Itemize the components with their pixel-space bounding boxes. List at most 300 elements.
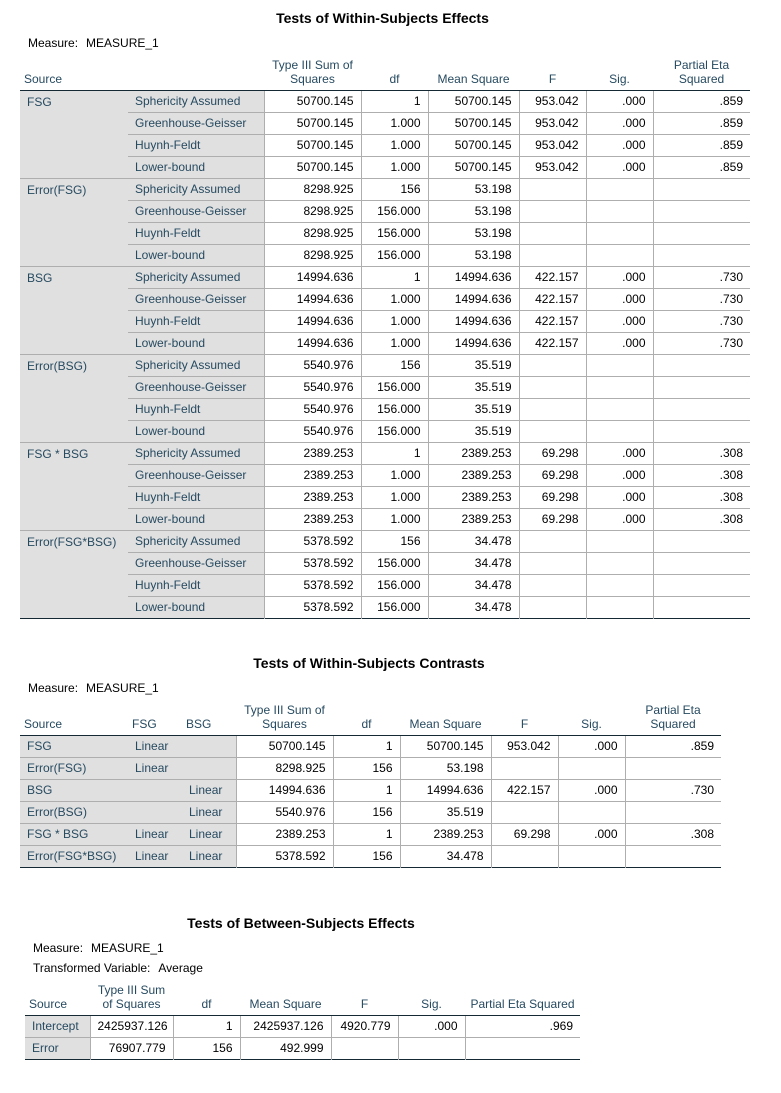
cell-mean-square: 14994.636 [428,332,519,354]
cell-source: Error(BSG) [20,354,128,442]
cell-sig: .000 [586,112,653,134]
cell-mean-square: 53.198 [428,244,519,266]
table-row [20,779,721,801]
table-row [20,398,750,420]
cell-df: 156 [361,178,428,200]
cell-sig: .000 [586,464,653,486]
within-effects-measure [28,36,159,50]
cell-sig: .000 [398,1015,465,1037]
cell-sig [586,398,653,420]
cell-df: 1.000 [361,112,428,134]
cell-df: 156.000 [361,398,428,420]
cell-sig [586,596,653,618]
cell-fsg: Linear [128,735,182,757]
table-row [20,845,721,867]
cell-partial-eta [653,178,750,200]
cell-correction: Huynh-Feldt [128,310,264,332]
cell-sig [586,574,653,596]
cell-df: 156 [361,354,428,376]
cell-sum-of-squares: 2425937.126 [90,1015,173,1037]
cell-partial-eta: .730 [653,288,750,310]
cell-f: 953.042 [519,112,586,134]
transformed-label: Transformed Variable: [33,961,151,975]
cell-sum-of-squares: 8298.925 [264,244,361,266]
cell-correction: Lower-bound [128,420,264,442]
cell-mean-square: 14994.636 [428,288,519,310]
cell-f [519,200,586,222]
cell-bsg: Linear [182,779,236,801]
cell-mean-square: 34.478 [428,574,519,596]
cell-mean-square: 53.198 [428,200,519,222]
cell-sum-of-squares: 5540.976 [264,398,361,420]
cell-mean-square: 2389.253 [400,823,491,845]
cell-partial-eta: .308 [653,508,750,530]
table-row [25,1037,580,1059]
table-row [20,222,750,244]
cell-f [331,1037,398,1059]
cell-partial-eta [653,596,750,618]
cell-source: Error [25,1037,90,1059]
cell-partial-eta: .859 [653,134,750,156]
cell-df: 156.000 [361,222,428,244]
table-row [20,288,750,310]
cell-f [519,420,586,442]
cell-fsg: Linear [128,823,182,845]
cell-bsg: Linear [182,845,236,867]
header-df: df [333,699,400,735]
cell-f [519,596,586,618]
cell-partial-eta: .730 [653,266,750,288]
cell-f [491,757,558,779]
header-fsg: FSG [128,699,182,735]
cell-df: 1.000 [361,508,428,530]
cell-correction: Lower-bound [128,156,264,178]
cell-sum-of-squares: 50700.145 [264,112,361,134]
cell-df: 1 [361,266,428,288]
cell-sig [558,845,625,867]
cell-correction: Greenhouse-Geisser [128,376,264,398]
cell-partial-eta: .308 [653,486,750,508]
cell-sum-of-squares: 14994.636 [236,779,333,801]
cell-mean-square: 50700.145 [428,90,519,112]
cell-sum-of-squares: 2389.253 [264,486,361,508]
between-effects-table [25,979,580,1060]
cell-df: 1.000 [361,288,428,310]
cell-sum-of-squares: 5540.976 [264,420,361,442]
table-row [20,735,721,757]
table-row [20,200,750,222]
cell-sum-of-squares: 5378.592 [236,845,333,867]
cell-fsg: Linear [128,845,182,867]
cell-sum-of-squares: 50700.145 [264,134,361,156]
within-effects-title: Tests of Within-Subjects Effects [276,10,489,26]
cell-mean-square: 34.478 [428,596,519,618]
cell-fsg [128,779,182,801]
header-f: F [491,699,558,735]
cell-f [519,574,586,596]
table-row [20,530,750,552]
between-effects-transformed [33,961,203,975]
cell-f [491,801,558,823]
cell-f [519,530,586,552]
cell-f: 422.157 [519,288,586,310]
header-f: F [519,54,586,90]
header-ss: Type III Sum of Squares [90,979,173,1015]
cell-partial-eta [653,244,750,266]
table-row [20,376,750,398]
cell-mean-square: 50700.145 [428,156,519,178]
table-row [20,354,750,376]
cell-correction: Lower-bound [128,596,264,618]
table-row [20,801,721,823]
table-row [20,90,750,112]
cell-f: 69.298 [519,464,586,486]
cell-correction: Greenhouse-Geisser [128,552,264,574]
within-contrasts-title: Tests of Within-Subjects Contrasts [253,655,485,671]
cell-df: 156 [333,757,400,779]
cell-sum-of-squares: 5540.976 [236,801,333,823]
measure-label: Measure: [28,681,79,695]
cell-sum-of-squares: 5378.592 [264,552,361,574]
cell-df: 156.000 [361,244,428,266]
cell-f: 953.042 [519,156,586,178]
cell-mean-square: 53.198 [428,178,519,200]
cell-source: FSG [20,735,128,757]
cell-f: 4920.779 [331,1015,398,1037]
cell-mean-square: 35.519 [400,801,491,823]
cell-sig: .000 [586,508,653,530]
cell-bsg [182,735,236,757]
cell-fsg: Linear [128,757,182,779]
cell-mean-square: 35.519 [428,376,519,398]
cell-df: 156.000 [361,200,428,222]
cell-correction: Sphericity Assumed [128,530,264,552]
cell-correction: Lower-bound [128,508,264,530]
cell-sig [558,757,625,779]
cell-correction: Huynh-Feldt [128,574,264,596]
table-row [20,332,750,354]
cell-source: FSG [20,90,128,178]
table-row [20,552,750,574]
cell-partial-eta [653,222,750,244]
cell-sum-of-squares: 76907.779 [90,1037,173,1059]
cell-df: 1 [333,779,400,801]
cell-correction: Huynh-Feldt [128,134,264,156]
table-row [20,420,750,442]
cell-f [519,398,586,420]
within-effects-table [20,54,750,619]
cell-sum-of-squares: 5540.976 [264,354,361,376]
cell-correction: Huynh-Feldt [128,222,264,244]
cell-bsg [182,757,236,779]
cell-mean-square: 35.519 [428,420,519,442]
cell-f [519,354,586,376]
cell-mean-square: 50700.145 [428,134,519,156]
cell-df: 156.000 [361,574,428,596]
cell-sum-of-squares: 14994.636 [264,288,361,310]
cell-correction: Huynh-Feldt [128,486,264,508]
header-f: F [331,979,398,1015]
cell-f: 422.157 [519,266,586,288]
header-df: df [361,54,428,90]
cell-sum-of-squares: 5378.592 [264,574,361,596]
cell-partial-eta: .308 [653,464,750,486]
header-eta: Partial Eta Squared [653,54,750,90]
within-effects-body [20,90,750,618]
cell-df: 156.000 [361,376,428,398]
cell-sum-of-squares: 8298.925 [264,178,361,200]
header-eta: Partial Eta Squared [465,979,580,1015]
between-effects-title: Tests of Between-Subjects Effects [187,915,415,931]
cell-mean-square: 2389.253 [428,464,519,486]
table-row [20,508,750,530]
header-sig: Sig. [558,699,625,735]
table-row [20,486,750,508]
header-eta: Partial Eta Squared [625,699,721,735]
cell-partial-eta [653,354,750,376]
cell-sig [586,552,653,574]
cell-sum-of-squares: 2389.253 [236,823,333,845]
cell-mean-square: 2389.253 [428,508,519,530]
cell-sum-of-squares: 50700.145 [236,735,333,757]
cell-sum-of-squares: 14994.636 [264,332,361,354]
header-source: Source [20,699,128,735]
cell-df: 1 [173,1015,240,1037]
cell-df: 1 [361,442,428,464]
cell-f: 953.042 [491,735,558,757]
cell-df: 156.000 [361,552,428,574]
cell-sum-of-squares: 14994.636 [264,310,361,332]
cell-partial-eta [625,757,721,779]
table-row [20,442,750,464]
header-ss: Type III Sum of Squares [236,699,333,735]
cell-mean-square: 2389.253 [428,486,519,508]
header-source: Source [20,54,264,90]
cell-df: 1.000 [361,310,428,332]
cell-partial-eta: .308 [653,442,750,464]
cell-f: 422.157 [519,310,586,332]
cell-sum-of-squares: 5378.592 [264,596,361,618]
cell-df: 1 [333,735,400,757]
cell-source: FSG * BSG [20,823,128,845]
cell-mean-square: 34.478 [428,530,519,552]
cell-sig [586,200,653,222]
header-ms: Mean Square [400,699,491,735]
cell-sig [398,1037,465,1059]
cell-sig: .000 [558,779,625,801]
table-row [20,596,750,618]
cell-partial-eta [653,420,750,442]
cell-f: 69.298 [519,442,586,464]
cell-correction: Greenhouse-Geisser [128,464,264,486]
header-bsg: BSG [182,699,236,735]
measure-label: Measure: [28,36,79,50]
table-row [20,310,750,332]
cell-partial-eta [653,574,750,596]
cell-source: BSG [20,779,128,801]
cell-sum-of-squares: 50700.145 [264,90,361,112]
measure-value: MEASURE_1 [86,681,159,695]
cell-mean-square: 53.198 [400,757,491,779]
cell-partial-eta: .730 [653,310,750,332]
cell-partial-eta: .308 [625,823,721,845]
cell-partial-eta: .859 [653,156,750,178]
measure-value: MEASURE_1 [86,36,159,50]
cell-f: 69.298 [519,486,586,508]
cell-partial-eta [625,801,721,823]
between-effects-measure [33,941,164,955]
cell-correction: Sphericity Assumed [128,266,264,288]
cell-partial-eta [465,1037,580,1059]
cell-correction: Lower-bound [128,332,264,354]
cell-correction: Huynh-Feldt [128,398,264,420]
cell-f: 422.157 [519,332,586,354]
cell-df: 1.000 [361,156,428,178]
cell-mean-square: 14994.636 [428,310,519,332]
cell-df: 156 [333,801,400,823]
cell-source: Error(FSG) [20,178,128,266]
cell-mean-square: 53.198 [428,222,519,244]
cell-partial-eta: .859 [653,112,750,134]
cell-f [491,845,558,867]
cell-df: 1.000 [361,332,428,354]
cell-f [519,552,586,574]
cell-sig: .000 [586,90,653,112]
header-ss: Type III Sum of Squares [264,54,361,90]
cell-sig: .000 [558,735,625,757]
cell-f [519,244,586,266]
cell-df: 1.000 [361,134,428,156]
cell-correction: Sphericity Assumed [128,442,264,464]
cell-sig: .000 [586,442,653,464]
cell-mean-square: 34.478 [400,845,491,867]
cell-df: 156.000 [361,420,428,442]
cell-mean-square: 14994.636 [428,266,519,288]
cell-partial-eta: .859 [625,735,721,757]
cell-source: FSG * BSG [20,442,128,530]
cell-partial-eta: .859 [653,90,750,112]
cell-sig [586,530,653,552]
cell-f: 422.157 [491,779,558,801]
cell-sig: .000 [558,823,625,845]
cell-sum-of-squares: 50700.145 [264,156,361,178]
table-row [20,112,750,134]
measure-label: Measure: [33,941,84,955]
cell-sig: .000 [586,266,653,288]
cell-f [519,222,586,244]
cell-sum-of-squares: 2389.253 [264,464,361,486]
cell-sum-of-squares: 2389.253 [264,508,361,530]
table-row [20,244,750,266]
cell-correction: Sphericity Assumed [128,90,264,112]
table-row [20,134,750,156]
cell-f: 953.042 [519,134,586,156]
cell-sig [558,801,625,823]
cell-sig [586,376,653,398]
header-source: Source [25,979,90,1015]
cell-partial-eta: .730 [625,779,721,801]
cell-fsg [128,801,182,823]
header-df: df [173,979,240,1015]
cell-mean-square: 2425937.126 [240,1015,331,1037]
cell-sum-of-squares: 2389.253 [264,442,361,464]
cell-correction: Sphericity Assumed [128,178,264,200]
cell-df: 1.000 [361,464,428,486]
cell-bsg: Linear [182,823,236,845]
table-row [25,1015,580,1037]
cell-f: 953.042 [519,90,586,112]
cell-sum-of-squares: 8298.925 [264,222,361,244]
cell-df: 156 [361,530,428,552]
cell-mean-square: 34.478 [428,552,519,574]
cell-df: 1.000 [361,486,428,508]
cell-source: Error(BSG) [20,801,128,823]
within-contrasts-table [20,699,721,868]
cell-sig: .000 [586,134,653,156]
cell-source: BSG [20,266,128,354]
cell-mean-square: 50700.145 [428,112,519,134]
cell-partial-eta: .969 [465,1015,580,1037]
header-sig: Sig. [398,979,465,1015]
cell-f: 69.298 [519,508,586,530]
transformed-value: Average [158,961,203,975]
cell-partial-eta: .730 [653,332,750,354]
header-ms: Mean Square [428,54,519,90]
cell-partial-eta [653,530,750,552]
cell-sum-of-squares: 8298.925 [236,757,333,779]
cell-partial-eta [653,376,750,398]
table-row [20,266,750,288]
table-row [20,464,750,486]
cell-df: 156 [173,1037,240,1059]
cell-mean-square: 35.519 [428,354,519,376]
cell-sig [586,222,653,244]
cell-mean-square: 14994.636 [400,779,491,801]
cell-sig: .000 [586,288,653,310]
cell-df: 1 [361,90,428,112]
cell-sig: .000 [586,156,653,178]
header-sig: Sig. [586,54,653,90]
cell-df: 1 [333,823,400,845]
cell-correction: Lower-bound [128,244,264,266]
cell-sum-of-squares: 14994.636 [264,266,361,288]
between-effects-body [25,1015,580,1059]
cell-partial-eta [653,552,750,574]
cell-sig: .000 [586,310,653,332]
table-row [20,574,750,596]
table-row [20,823,721,845]
cell-sig [586,420,653,442]
cell-bsg: Linear [182,801,236,823]
cell-correction: Greenhouse-Geisser [128,288,264,310]
cell-partial-eta [625,845,721,867]
cell-partial-eta [653,398,750,420]
cell-sig: .000 [586,332,653,354]
cell-mean-square: 2389.253 [428,442,519,464]
cell-sum-of-squares: 8298.925 [264,200,361,222]
cell-sum-of-squares: 5540.976 [264,376,361,398]
table-row [20,178,750,200]
cell-correction: Greenhouse-Geisser [128,200,264,222]
cell-source: Error(FSG) [20,757,128,779]
cell-f [519,376,586,398]
cell-source: Intercept [25,1015,90,1037]
cell-sig [586,354,653,376]
cell-sig [586,244,653,266]
cell-source: Error(FSG*BSG) [20,530,128,618]
cell-sum-of-squares: 5378.592 [264,530,361,552]
cell-correction: Sphericity Assumed [128,354,264,376]
